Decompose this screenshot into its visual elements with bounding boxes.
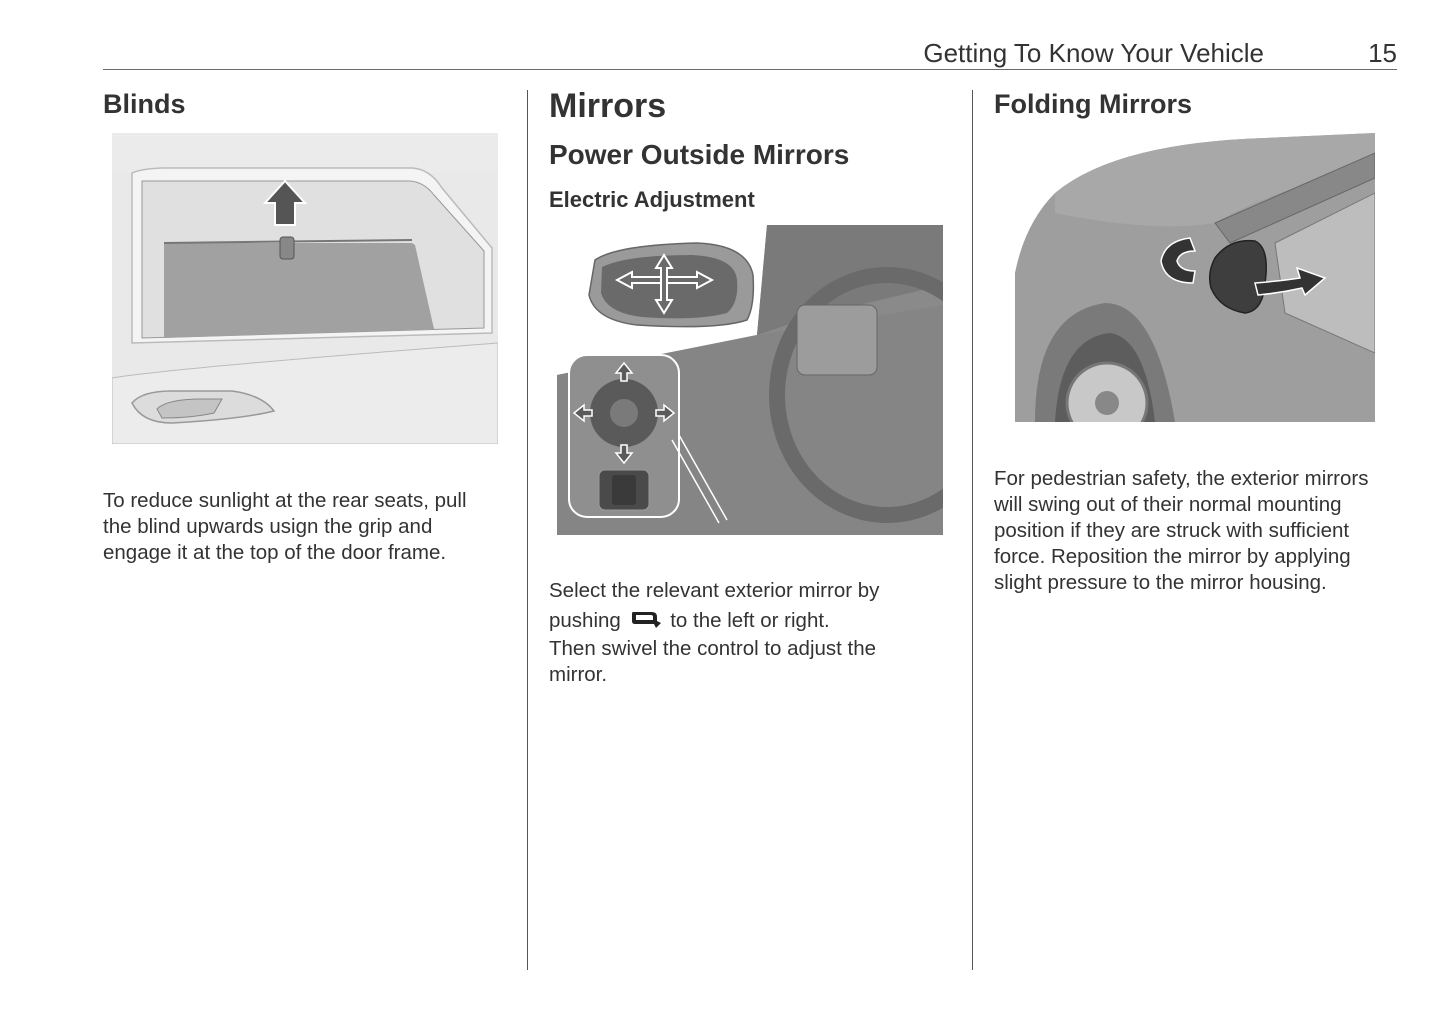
body-line: will swing out of their normal mounting: [994, 493, 1342, 516]
blinds-illustration: [112, 133, 498, 444]
section-heading: Blinds: [103, 89, 186, 119]
body-line: force. Reposition the mirror by applying: [994, 545, 1351, 568]
page-header: [103, 36, 1397, 70]
folding-mirrors-section: [994, 86, 1394, 122]
body-line: slight pressure to the mirror housing.: [994, 571, 1327, 594]
body-line: the blind upwards usign the grip and: [103, 515, 433, 538]
folding-mirror-illustration: [1015, 133, 1375, 422]
folding-mirrors-figure: [1015, 133, 1375, 422]
body-line: For pedestrian safety, the exterior mirrors: [994, 467, 1369, 490]
section-heading: Folding Mirrors: [994, 89, 1192, 119]
body-text-fragment: pushing: [549, 609, 621, 632]
body-line: Select the relevant exterior mirror by: [549, 579, 880, 602]
chapter-title: Getting To Know Your Vehicle: [923, 38, 1264, 68]
section-heading: Mirrors: [549, 87, 667, 125]
electric-adjustment-description: [549, 578, 949, 688]
mirrors-section: [549, 86, 949, 214]
body-line: Then swivel the control to adjust the: [549, 637, 877, 660]
mirror-selector-icon: [630, 609, 662, 636]
body-line: engage it at the top of the door frame.: [103, 541, 447, 564]
column-divider: [972, 90, 973, 970]
electric-adjustment-figure: [557, 225, 943, 535]
mirror-adjustment-illustration: [557, 225, 943, 535]
subsection-heading: Power Outside Mirrors: [549, 139, 850, 170]
blinds-figure: [112, 133, 498, 444]
column-divider: [527, 90, 528, 970]
page-number: 15: [1368, 38, 1397, 68]
folding-mirrors-description: [994, 466, 1414, 596]
blinds-description: [103, 488, 513, 566]
body-line: mirror.: [549, 663, 608, 686]
blinds-section: [103, 86, 503, 122]
body-line: To reduce sunlight at the rear seats, pull: [103, 489, 467, 512]
body-line: position if they are struck with sufficient: [994, 519, 1350, 542]
body-text-fragment: to the left or right.: [670, 609, 830, 632]
subsubsection-heading: Electric Adjustment: [549, 187, 755, 212]
body-line: [549, 608, 949, 636]
